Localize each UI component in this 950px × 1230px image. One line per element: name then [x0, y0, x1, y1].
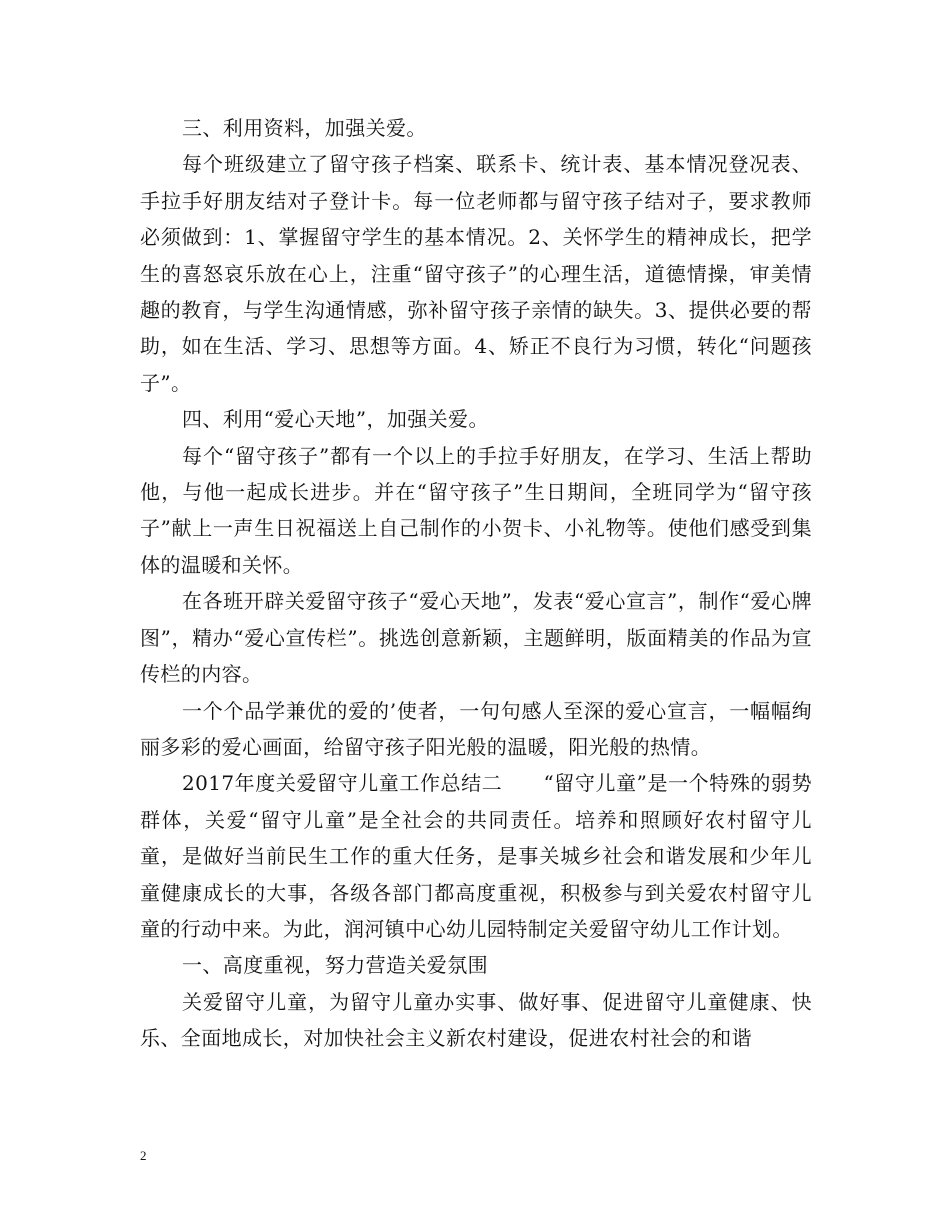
paragraph: 在各班开辟关爱留守孩子“爱心天地”，发表“爱心宣言”，制作“爱心牌图”，精办“爱心宣传栏”。挑选创意新颖，主题鲜明，版面精美的作品为宣传栏的内容。	[140, 589, 812, 687]
section-heading-3: 三、利用资料，加强关爱。	[182, 116, 427, 140]
body-text	[140, 110, 812, 1057]
summary-two-intro: 2017年度关爱留守儿童工作总结二 “留守儿童”是一个特殊的弱势群体，关爱“留守儿童”是全社会的共同责任。培养和照顾好农村留守儿童，是做好当前民生工作的重大任务，是事关城乡社会和谐发展和少年儿童健康成长的大事，各级各部门都高度重视，积极参与到关爱农村留守儿童的行动中来。为此，润河镇中心幼儿园特制定关爱留守幼儿工作计划。	[140, 771, 812, 941]
paragraph: 关爱留守儿童，为留守儿童办实事、做好事、促进留守儿童健康、快乐、全面地成长，对加快社会主义新农村建设，促进农村社会的和谐	[140, 989, 812, 1051]
paragraph: 一个个品学兼优的爱的’使者，一句句感人至深的爱心宣言，一幅幅绚丽多彩的爱心画面，给留守孩子阳光般的温暖，阳光般的热情。	[140, 698, 812, 759]
section-heading-1: 一、高度重视，努力营造关爱氛围	[182, 953, 488, 978]
section-heading-4: 四、利用“爱心天地”，加强关爱。	[182, 407, 489, 432]
paragraph: 每个“留守孩子”都有一个以上的手拉手好朋友，在学习、生活上帮助他，与他一起成长进步。并在“留守孩子”生日期间，全班同学为“留守孩子”献上一声生日祝福送上自己制作的小贺卡、小礼物等。使他们感受到集体的温暖和关怀。	[140, 443, 812, 577]
page-number: 2	[140, 1148, 147, 1163]
paragraph: 每个班级建立了留守孩子档案、联系卡、统计表、基本情况登况表、手拉手好朋友结对子登计卡。每一位老师都与留守孩子结对子，要求教师必须做到：1、掌握留守学生的基本情况。2、关怀学生的精神成长，把学生的喜怒哀乐放在心上，注重“留守孩子”的心理生活，道德情操，审美情趣的教育，与学生沟通情感，弥补留守孩子亲情的缺失。3、提供必要的帮助，如在生活、学习、思想等方面。4、矫正不良行为习惯，转化“问题孩子”。	[140, 152, 812, 395]
